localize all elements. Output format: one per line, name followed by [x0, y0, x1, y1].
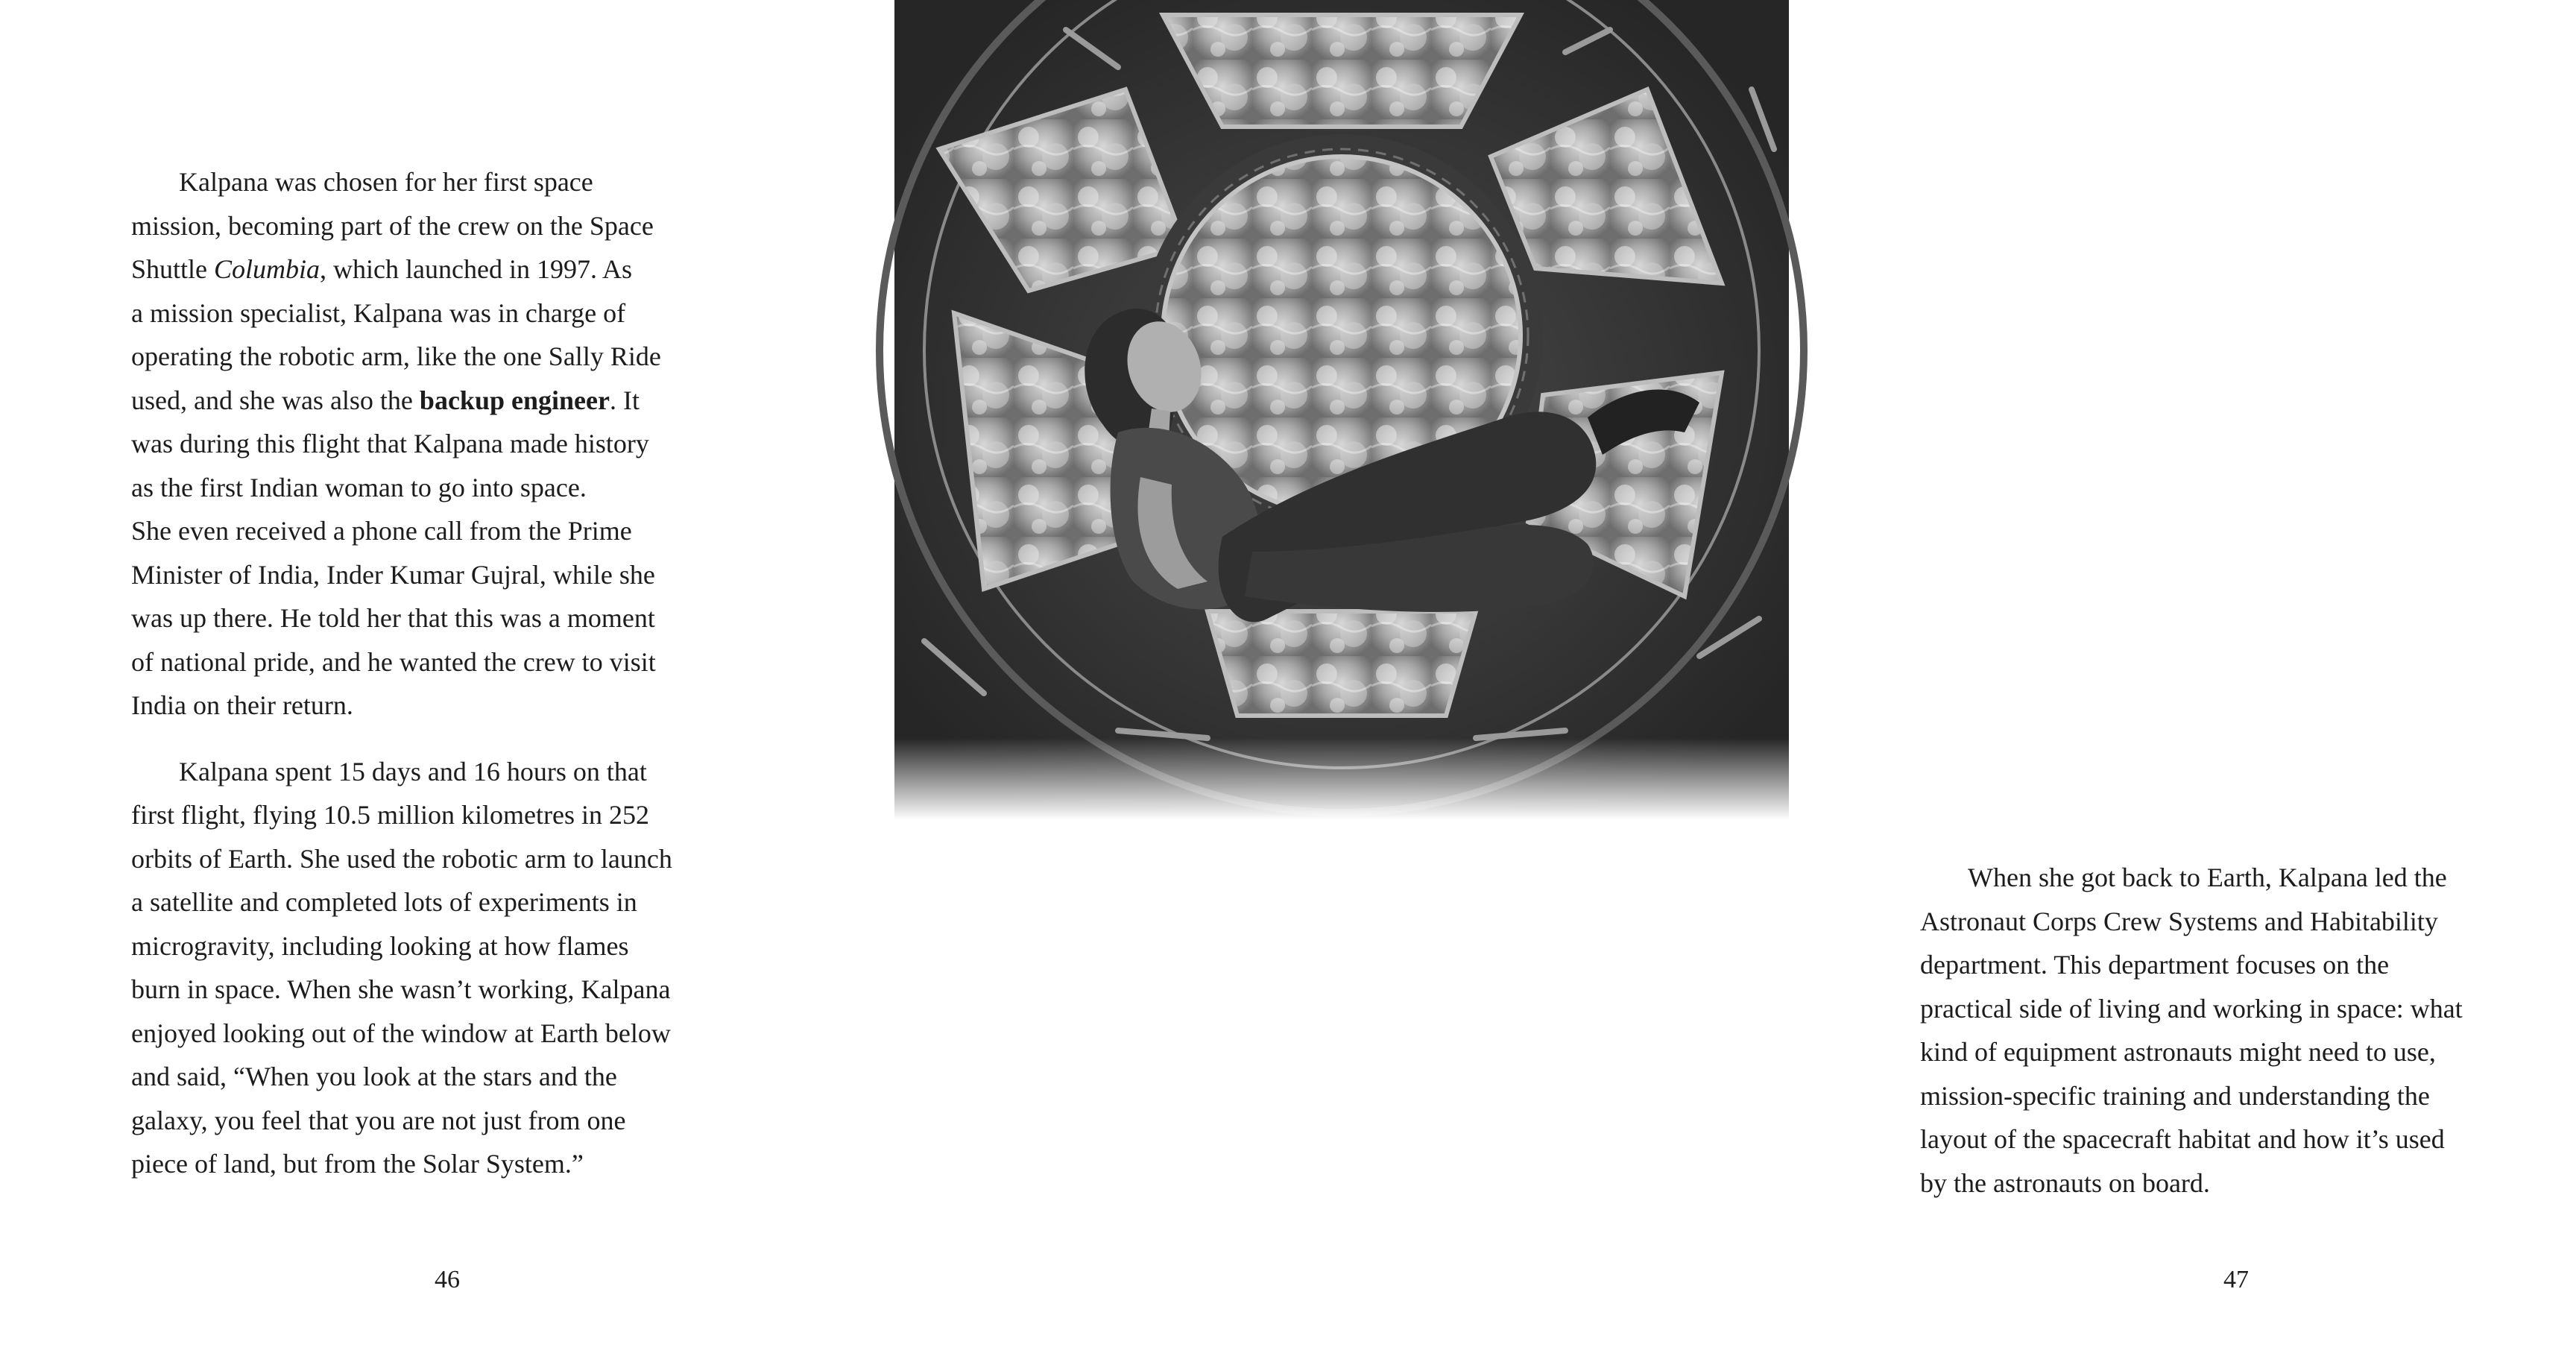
text-line: practical side of living and working in space: what [1920, 993, 2463, 1024]
paragraph-first-mission [131, 160, 787, 728]
text-line: of national pride, and he wanted the crew to visit [131, 646, 656, 677]
text-line [131, 379, 787, 423]
text-fragment: , which launched in 1997. As [320, 254, 632, 284]
text-line: layout of the spacecraft habitat and how it’s used [1920, 1124, 2445, 1154]
cupola-illustration [894, 0, 1789, 820]
shuttle-name-italic: Columbia [214, 254, 321, 284]
text-line: was during this flight that Kalpana made history [131, 429, 649, 458]
left-page [0, 0, 894, 1362]
text-line: by the astronauts on board. [1920, 1167, 2210, 1198]
page-number-left: 46 [435, 1266, 460, 1293]
text-line: India on their return. [131, 690, 353, 720]
glossary-term-bold: backup engineer [419, 385, 610, 415]
text-line: galaxy, you feel that you are not just from one [131, 1105, 626, 1135]
text-line: enjoyed looking out of the window at Earth below [131, 1018, 671, 1048]
paragraph-spacer [131, 728, 787, 750]
window-bottom [1208, 611, 1476, 716]
text-line: was up there. He told her that this was a moment [131, 603, 655, 633]
text-line: piece of land, but from the Solar System.” [131, 1149, 584, 1179]
text-line: Kalpana was chosen for her first space [179, 167, 593, 197]
text-line: as the first Indian woman to go into space. [131, 472, 587, 502]
text-line: first flight, flying 10.5 million kilometres in 252 [131, 800, 649, 830]
text-line: a satellite and completed lots of experiments in [131, 887, 637, 917]
text-line: department. This department focuses on the [1920, 950, 2390, 980]
paragraph-first-flight [131, 750, 787, 1186]
text-line [131, 248, 787, 291]
text-line: kind of equipment astronauts might need to use, [1920, 1037, 2436, 1067]
illustration-fade [894, 738, 1789, 820]
text-fragment: used, and she was also the [131, 385, 420, 415]
text-line: operating the robotic arm, like the one Sally Ride [131, 341, 661, 371]
text-line: a mission specialist, Kalpana was in charge of [131, 297, 626, 328]
text-line: mission, becoming part of the crew on the Space [131, 210, 654, 241]
right-page-text [1920, 856, 2576, 1205]
left-page-text [131, 160, 787, 1186]
window-top [1163, 15, 1521, 127]
text-line: Kalpana spent 15 days and 16 hours on that [179, 756, 647, 786]
illustration-svg [894, 0, 1789, 820]
text-line: When she got back to Earth, Kalpana led the [1968, 863, 2447, 892]
text-line: orbits of Earth. She used the robotic arm to launch [131, 843, 672, 874]
text-fragment: . It [609, 385, 640, 415]
text-line: and said, “When you look at the stars and the [131, 1062, 617, 1091]
text-line: microgravity, including looking at how flames [131, 930, 629, 961]
text-line: Astronaut Corps Crew Systems and Habitability [1920, 906, 2438, 936]
text-line: She even received a phone call from the Prime [131, 516, 632, 546]
text-line: mission-specific training and understanding the [1920, 1080, 2430, 1111]
paragraph-return-to-earth [1920, 856, 2576, 1205]
text-fragment: Shuttle [131, 254, 215, 284]
text-line: burn in space. When she wasn’t working, Kalpana [131, 974, 671, 1004]
page-number-right: 47 [2223, 1266, 2249, 1293]
text-line: Minister of India, Inder Kumar Gujral, while she [131, 559, 655, 590]
